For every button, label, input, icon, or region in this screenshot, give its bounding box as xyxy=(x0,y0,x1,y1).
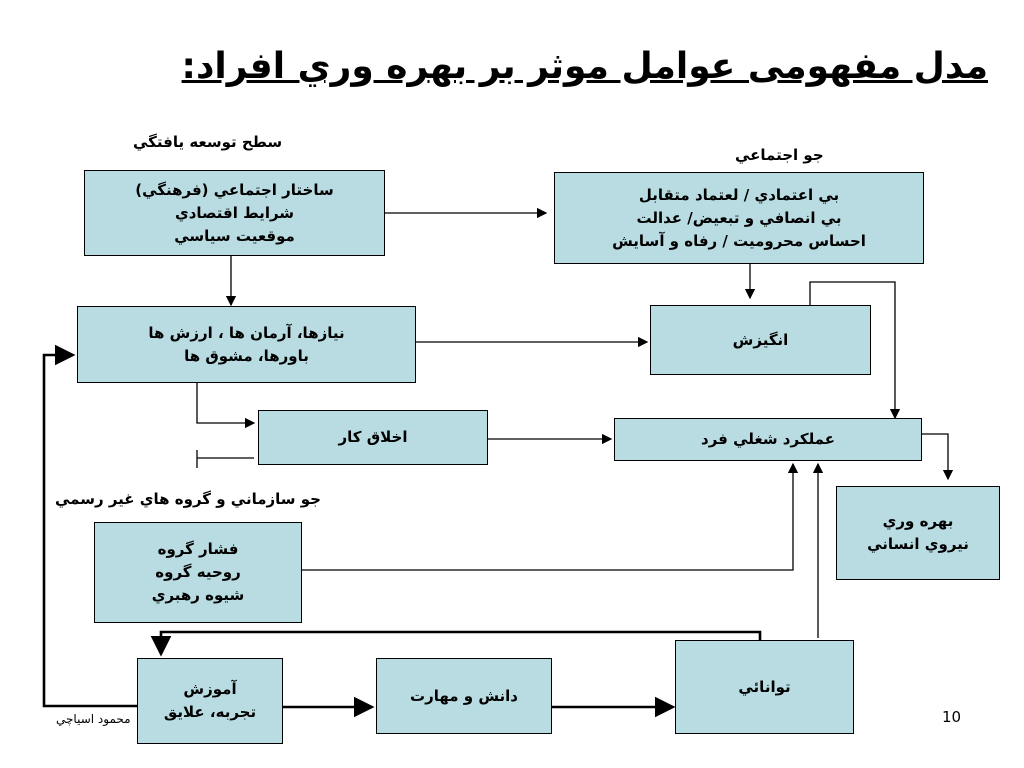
arrow-group-to-performance xyxy=(302,464,793,570)
box-knowledge-skill xyxy=(376,658,552,734)
social-line-2: بي انصافي و تبعيض/ عدالت xyxy=(636,208,842,227)
development-line-3: موقعيت سياسي xyxy=(174,226,295,245)
ability-label: توانائي xyxy=(738,677,791,696)
arrow-performance-to-productivity xyxy=(922,434,948,479)
box-group-factors xyxy=(94,522,302,623)
box-needs-values xyxy=(77,306,416,383)
training-line-2: تجربه، علايق xyxy=(163,703,257,721)
box-work-ethic xyxy=(258,410,488,465)
social-line-3: احساس محروميت / رفاه و آسايش xyxy=(612,231,866,250)
label-social-climate: جو اجتماعي xyxy=(735,146,824,164)
box-motivation xyxy=(650,305,871,375)
box-social-climate xyxy=(554,172,924,264)
needs-line-1: نيازها، آرمان ها ، ارزش ها xyxy=(148,323,345,342)
group-line-2: روحيه گروه xyxy=(155,563,241,581)
line-ethic-tick xyxy=(197,450,254,468)
box-development-factors xyxy=(84,170,385,256)
box-job-performance xyxy=(614,418,922,461)
needs-line-2: باورها، مشوق ها xyxy=(184,346,309,365)
label-development-level: سطح توسعه يافتگي xyxy=(133,133,283,151)
box-training xyxy=(137,658,283,744)
social-line-1: بي اعتمادي / لعتماد متقابل xyxy=(638,185,840,204)
arrow-ability-to-training xyxy=(161,632,760,654)
knowledge-label: دانش و مهارت xyxy=(410,686,518,705)
box-ability xyxy=(675,640,854,734)
page-number: 10 xyxy=(942,708,962,726)
page-title: مدل مفهومی عوامل موثر بر بهره وري افراد: xyxy=(181,46,988,87)
work-ethic-label: اخلاق كار xyxy=(338,428,408,446)
group-line-3: شيوه رهبري xyxy=(151,586,245,604)
job-performance-label: عملكرد شغلي فرد xyxy=(701,430,835,448)
development-line-2: شرايط اقتصادي xyxy=(174,203,295,222)
footer-author: محمود اسياچي xyxy=(56,712,131,726)
group-line-1: فشار گروه xyxy=(157,540,239,558)
productivity-line-1: بهره وري xyxy=(882,512,954,530)
motivation-label: انگيزش xyxy=(732,330,789,349)
development-line-1: ساختار اجتماعي (فرهنگي) xyxy=(135,180,334,199)
arrow-needs-to-ethic xyxy=(197,383,254,423)
box-productivity xyxy=(836,486,1000,580)
productivity-line-2: نيروي انساني xyxy=(867,535,969,553)
training-line-1: آموزش xyxy=(183,680,237,698)
label-org-climate: جو سازماني و گروه هاي غير رسمي xyxy=(55,490,321,508)
